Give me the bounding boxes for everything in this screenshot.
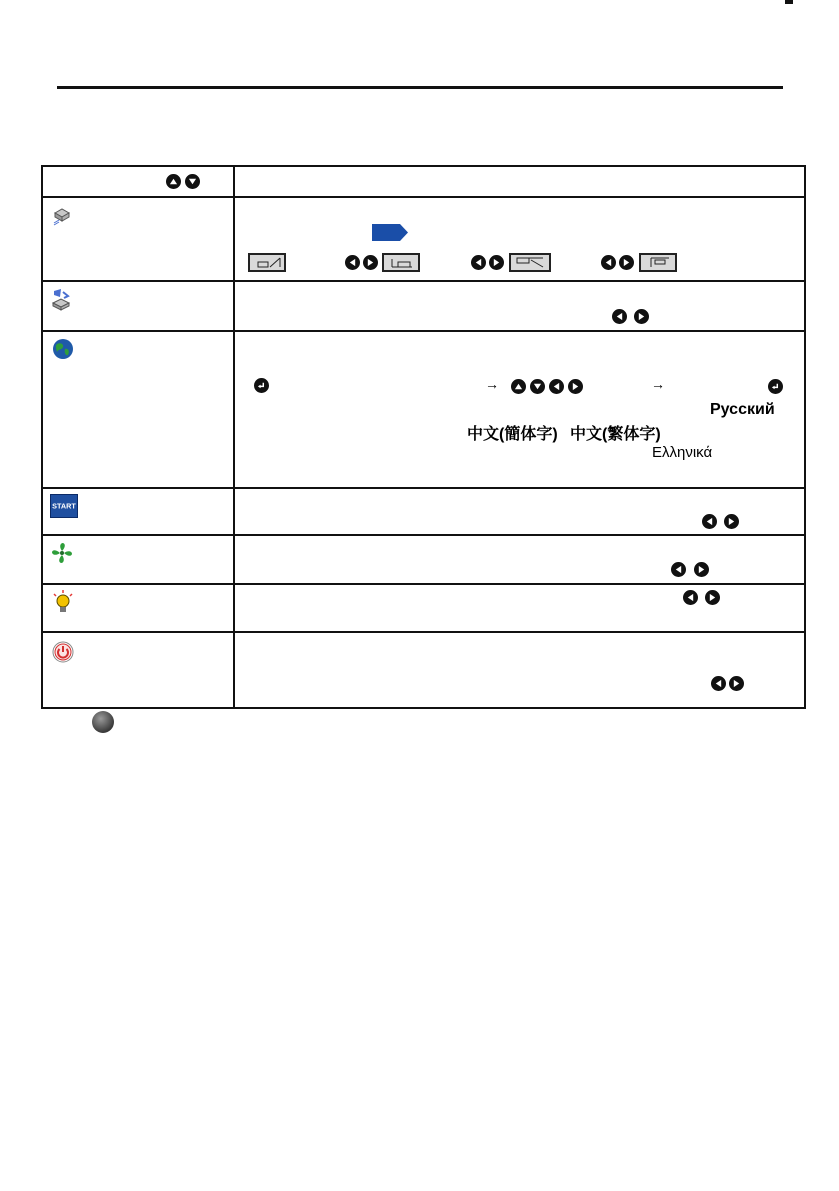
down-button-icon: [530, 379, 545, 394]
left-button-icon: [549, 379, 564, 394]
globe-icon: [52, 338, 74, 360]
fan-icon: [50, 541, 74, 565]
right-button-icon: [568, 379, 583, 394]
down-button-icon: [185, 174, 200, 189]
language-row: [43, 330, 804, 487]
language-chinese-traditional: 中文(繁体字): [570, 426, 661, 443]
keystone-icon: [49, 287, 73, 313]
flow-arrow-icon: →: [485, 376, 499, 392]
start-icon-label: START: [52, 501, 76, 511]
start-icon: [50, 494, 78, 518]
left-button-icon: [711, 676, 726, 691]
power-row: [43, 631, 804, 707]
right-button-icon: [705, 590, 720, 605]
right-button-icon: [363, 255, 378, 270]
startup-row: [43, 487, 804, 534]
left-button-icon: [702, 514, 717, 529]
up-button-icon: [511, 379, 526, 394]
flow-arrow-icon: →: [651, 376, 665, 392]
page-top-mark: [785, 0, 793, 4]
right-button-icon: [729, 676, 744, 691]
left-button-icon: [683, 590, 698, 605]
right-button-icon: [694, 562, 709, 577]
enter-button-icon: [768, 379, 783, 394]
rear-table-position-icon: [382, 253, 420, 272]
enter-button-icon: [254, 378, 269, 393]
language-chinese-simplified: 中文(簡体字): [467, 426, 558, 443]
language-greek: Ελληνικά: [652, 444, 713, 461]
keystone-row: [43, 280, 804, 330]
left-button-icon: [612, 309, 627, 324]
left-button-icon: [471, 255, 486, 270]
title-rule: [57, 86, 783, 89]
lamp-icon: [51, 590, 75, 616]
lamp-row: [43, 583, 804, 631]
position-row: [43, 196, 804, 280]
next-step-arrow-icon: [372, 224, 408, 241]
fan-row: [43, 534, 804, 583]
left-button-icon: [601, 255, 616, 270]
front-table-position-icon: [248, 253, 286, 272]
projector-position-icon: [51, 204, 73, 226]
rear-ceiling-position-icon: [639, 253, 677, 272]
left-button-icon: [671, 562, 686, 577]
left-button-icon: [345, 255, 360, 270]
front-ceiling-position-icon: [509, 253, 551, 272]
right-button-icon: [634, 309, 649, 324]
right-button-icon: [489, 255, 504, 270]
up-button-icon: [166, 174, 181, 189]
header-row: [43, 167, 804, 196]
menu-table: [41, 165, 806, 709]
language-russian: Русский: [710, 401, 775, 418]
note-bullet-icon: [92, 711, 114, 733]
right-button-icon: [724, 514, 739, 529]
right-button-icon: [619, 255, 634, 270]
power-icon: [52, 641, 74, 663]
